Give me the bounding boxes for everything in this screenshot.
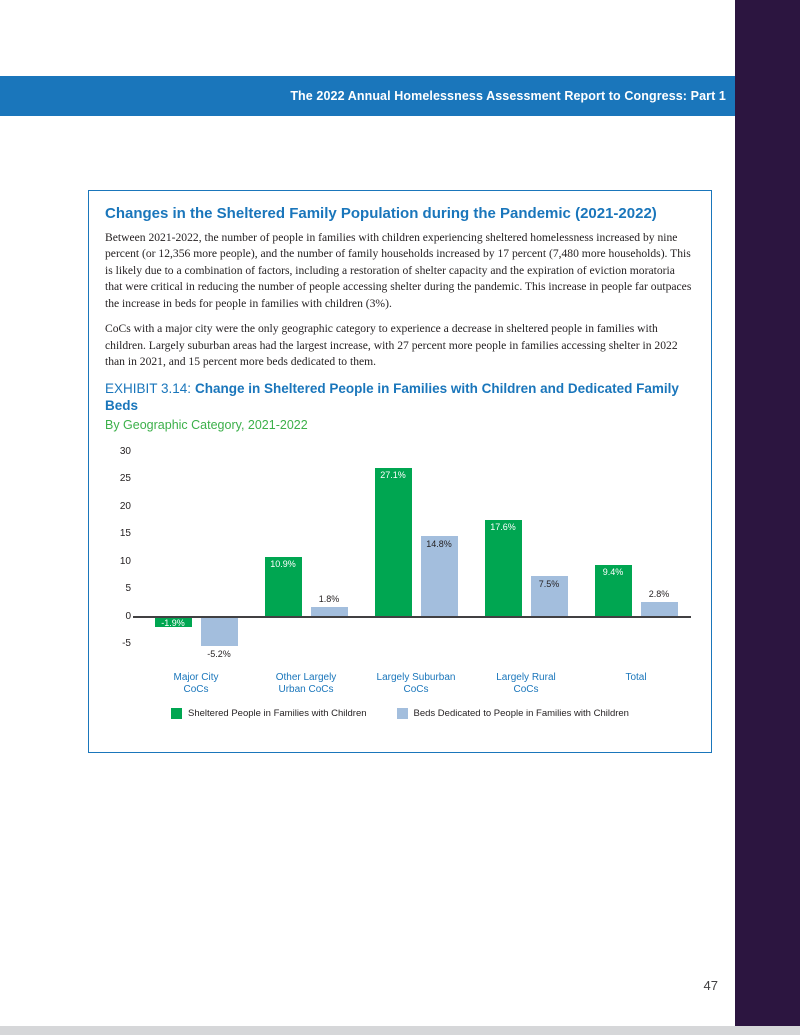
bar-value-label: -5.2% xyxy=(207,648,231,659)
bar-series1-cat1 xyxy=(311,607,348,617)
exhibit-number-label: EXHIBIT 3.14: xyxy=(105,380,192,396)
callout-box xyxy=(88,190,712,753)
callout-paragraph-1: Between 2021-2022, the number of people in families with children experiencing sheltered homelessness increased by nine percent (or 12,356 more people), and the number of family households increased by 17 percent (7,480 more households). This is likely due to a combination of factors, including a restoration of shelter capacity and the expiration of eviction moratoria that were critical in reducing the number of people accessing shelter during the pandemic. This increase in people far outpaces the increase in beds for people in families with children (3%). xyxy=(105,231,692,310)
legend-swatch-green-icon xyxy=(171,708,182,719)
bar-value-label: 27.1% xyxy=(380,469,406,480)
bottom-edge-strip xyxy=(0,1026,800,1035)
report-header-bar xyxy=(0,76,735,116)
bar-series0-cat2 xyxy=(375,468,412,617)
x-category-label: Other Largely Urban CoCs xyxy=(275,671,337,695)
bar-series1-cat4 xyxy=(641,602,678,617)
legend-label-beds: Beds Dedicated to People in Families with Children xyxy=(413,707,629,719)
zero-axis-line xyxy=(133,616,691,618)
x-axis xyxy=(141,672,691,700)
callout-paragraph-2: CoCs with a major city were the only geographic category to experience a decrease in sheltered people in families with children. Largely suburban areas had the largest increase, with 27 percent more people in families accessing shelter in 2022 than in 2021, and 15 percent more beds dedicated to them. xyxy=(105,322,678,369)
x-category-label: Total xyxy=(625,671,647,683)
right-margin-band xyxy=(735,0,800,1035)
plot-area xyxy=(141,444,691,664)
bar-value-label: 17.6% xyxy=(490,522,516,533)
bar-value-label: 14.8% xyxy=(426,538,452,549)
y-tick-label: 30 xyxy=(119,445,131,457)
callout-title: Changes in the Sheltered Family Population during the Pandemic (2021-2022) xyxy=(105,205,657,222)
y-tick-label: 15 xyxy=(119,528,131,540)
y-tick-label: 5 xyxy=(125,583,131,595)
bar-value-label: 7.5% xyxy=(538,578,560,589)
x-category-label: Largely Rural CoCs xyxy=(496,671,556,695)
y-axis xyxy=(105,444,135,664)
exhibit-subtitle: By Geographic Category, 2021-2022 xyxy=(105,417,308,432)
y-tick-label: 20 xyxy=(119,500,131,512)
bar-value-label: -1.9% xyxy=(161,617,185,628)
y-tick-label: -5 xyxy=(122,638,131,650)
bar-value-label: 1.8% xyxy=(318,594,340,605)
chart-legend xyxy=(105,708,695,719)
y-tick-label: 25 xyxy=(119,473,131,485)
y-tick-label: 10 xyxy=(119,555,131,567)
report-header-title: The 2022 Annual Homelessness Assessment Report to Congress: Part 1 xyxy=(290,89,726,103)
legend-item-people xyxy=(171,708,366,719)
x-category-label: Largely Suburban CoCs xyxy=(376,671,456,695)
page-number: 47 xyxy=(703,978,718,993)
bar-series1-cat0 xyxy=(201,617,238,646)
y-tick-label: 0 xyxy=(125,610,131,622)
bar-chart xyxy=(105,444,695,736)
legend-swatch-blue-icon xyxy=(397,708,408,719)
exhibit-title: Change in Sheltered People in Families with Children and Dedicated Family Beds xyxy=(105,380,679,414)
bar-series0-cat3 xyxy=(485,520,522,617)
legend-label-people: Sheltered People in Families with Children xyxy=(188,707,367,719)
x-category-label: Major City CoCs xyxy=(173,671,219,695)
exhibit-heading xyxy=(105,380,695,415)
legend-item-beds xyxy=(397,708,629,719)
bar-value-label: 9.4% xyxy=(602,567,624,578)
bar-value-label: 2.8% xyxy=(648,588,670,599)
bar-value-label: 10.9% xyxy=(270,559,296,570)
